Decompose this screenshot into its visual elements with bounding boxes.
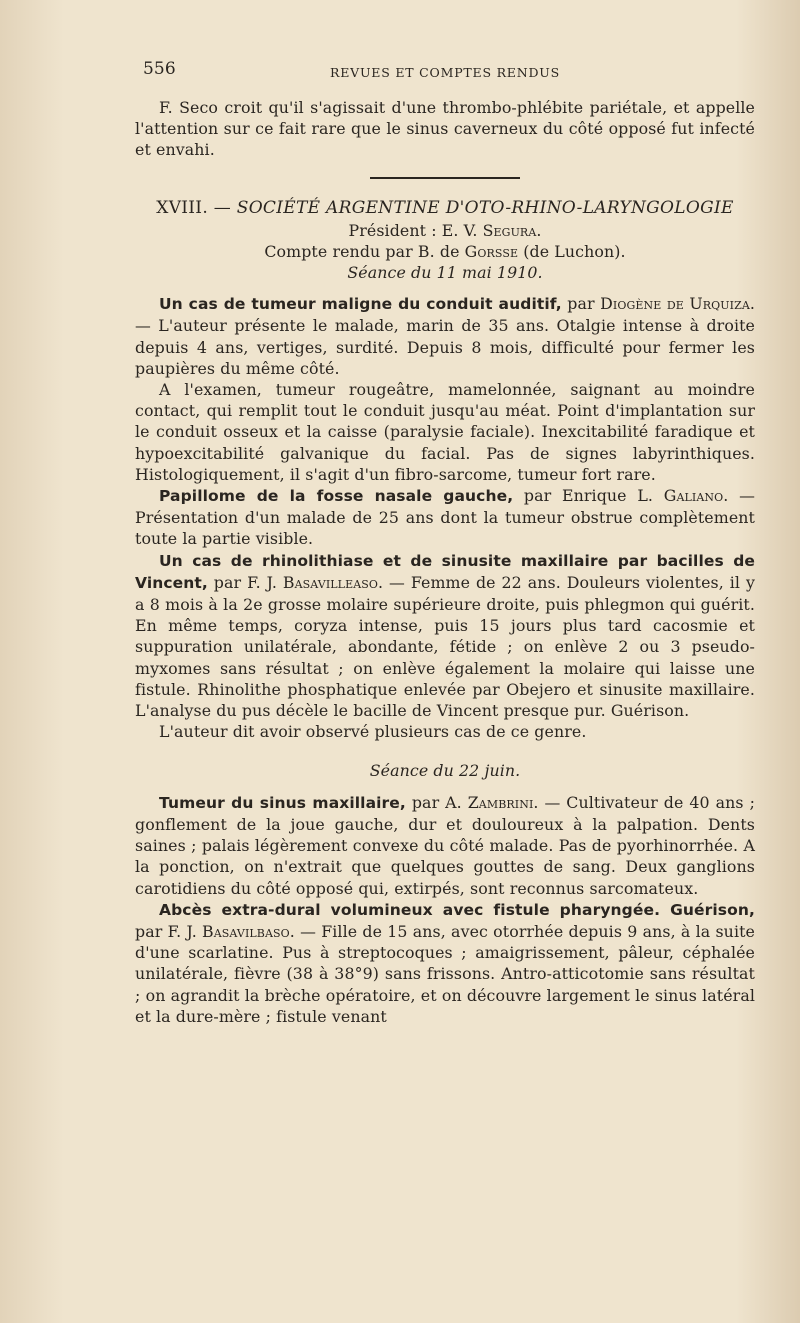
article-author: Basavilleaso. (282, 572, 384, 592)
article-author: Galiano. (663, 486, 729, 506)
article-author: Basavilbaso. (202, 921, 295, 941)
report-line: Compte rendu par B. de Gorsse (de Luchon). (264, 241, 626, 261)
section-title (135, 197, 755, 220)
article-author: Diogène de Urquiza. (600, 294, 756, 314)
article-author: Zambrini. (467, 792, 539, 812)
page-number: 556 (143, 59, 176, 79)
article-3-continued: L'auteur dit avoir observé plusieurs cas de ce genre. (159, 722, 587, 742)
article-title: Tumeur du sinus maxillaire, (159, 793, 406, 812)
article-3: Un cas de rhinolithiase et de sinusite maxillaire par bacilles de Vincent, par F. J. Basavilleaso. — Femme de 22 ans. Douleurs violentes, il y a 8 mois à la 2e grosse molaire supérieure droite, puis phlegmon qui guérit. En même temps, coryza intense, puis 15 jours plus tard cacosmie et suppuration unilatérale, abondante, fétide ; on enlève 2 ou 3 pseudo-myxomes sans résultat ; on enlève également la molaire qui laisse une fistule. Rhinolithe phosphatique enlevée par Obejero et sinusite maxillaire. L'analyse du pus décèle le bacille de Vincent presque pur. Guérison. (135, 551, 755, 721)
article-title: Papillome de la fosse nasale gauche, (159, 487, 514, 506)
president-name: Segura. (482, 220, 542, 240)
report-author: Gorsse (464, 241, 519, 261)
session-date-1: Séance du 11 mai 1910. (347, 263, 543, 283)
running-title: REVUES ET COMPTES RENDUS (329, 65, 560, 80)
article-5: Abcès extra-dural volumineux avec fistule pharyngée. Guérison, par F. J. Basavilbaso. — Fille de 15 ans, avec otorrhée depuis 9 ans, à la suite d'une scarlatine. Pus à streptocoques ; amaigrissement, pâleur, céphalée unilatérale, fièvre (38 à 38°9) sans frissons. Antro-atticotomie sans résultat ; on agrandit la brèche opératoire, et on découvre largement le sinus latéral et la dure-mère ; fistule venant (135, 900, 755, 1026)
article-title: Abcès extra-dural volumineux avec fistule pharyngée. Guérison, (159, 900, 755, 919)
journal-page (135, 55, 755, 1027)
section-number: XVIII. — (156, 197, 232, 218)
article-2: Papillome de la fosse nasale gauche, par Enrique L. Galiano. — Présentation d'un malade de 25 ans dont la tumeur obstrue complètement toute la partie visible. (135, 486, 755, 549)
article-1-continued: A l'examen, tumeur rougeâtre, mamelonnée, saignant au moindre contact, qui remplit tout le conduit jusqu'au méat. Point d'implantation sur le conduit osseux et la caisse (paralysie faciale). Inexcitabilité faradique et hypoexcitabilité galvanique du facial. Pas de signes labyrinthiques. Histologiquement, il s'agit d'un fibro-sarcome, tumeur fort rare. (135, 380, 755, 484)
president-line: Président : E. V. Segura. (348, 220, 542, 240)
session-date-2: Séance du 22 juin. (369, 761, 521, 781)
article-4: Tumeur du sinus maxillaire, par A. Zambrini. — Cultivateur de 40 ans ; gonflement de la joue gauche, dur et douloureux à la palpation. Dents saines ; palais légèrement convexe du côté malade. Pas de pyorhinorrhée. A la ponction, on n'extrait que quelques gouttes de sang. Deux ganglions carotidiens du côté opposé qui, extirpés, sont reconnus sarcomateux. (135, 792, 755, 898)
article-1: Un cas de tumeur maligne du conduit auditif, par Diogène de Urquiza. — L'auteur présente le malade, marin de 35 ans. Otalgie intense à droite depuis 4 ans, vertiges, surdité. Depuis 8 mois, difficulté pour fermer les paupières du même côté. (135, 294, 756, 378)
article-title: Un cas de tumeur maligne du conduit auditif, (159, 295, 562, 314)
section-name: SOCIÉTÉ ARGENTINE D'OTO-RHINO-LARYNGOLOGIE (236, 197, 734, 218)
article-title: Un cas de rhinolithiase et de sinusite maxillaire par bacilles de Vincent, (135, 551, 755, 592)
section-divider (370, 177, 520, 179)
opening-paragraph: F. Seco croit qu'il s'agissait d'une thrombo-phlébite pariétale, et appelle l'attention sur ce fait rare que le sinus caverneux du côté opposé fut infecté et envahi. (135, 98, 755, 160)
page-header (135, 55, 755, 81)
